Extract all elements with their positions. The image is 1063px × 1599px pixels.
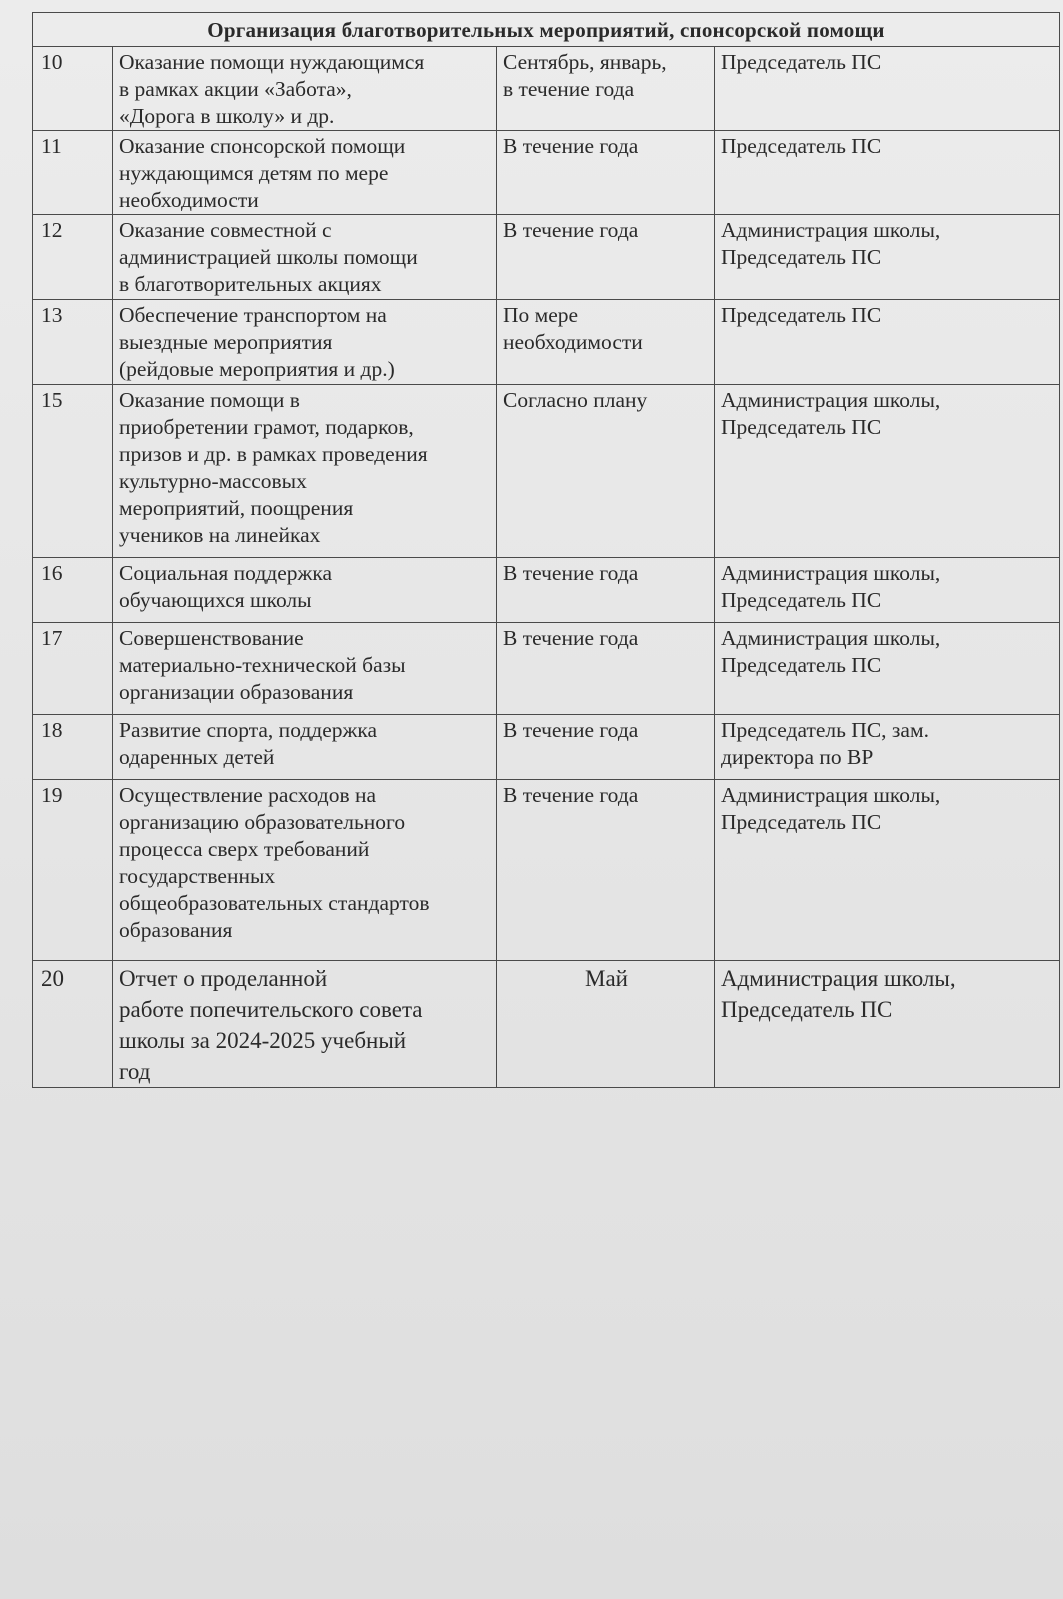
- event-text: Оказание помощи нуждающимся в рамках акции «Забота», «Дорога в школу» и др.: [119, 50, 425, 128]
- event-cell: [113, 385, 497, 558]
- responsible-text: Администрация школы, Председатель ПС: [721, 218, 941, 269]
- row-number: 10: [33, 47, 113, 131]
- row-number: 19: [33, 780, 113, 961]
- responsible-cell: [715, 623, 1060, 715]
- period-cell: [497, 623, 715, 715]
- period-cell: [497, 780, 715, 961]
- table-row: [33, 780, 1060, 961]
- responsible-text: Председатель ПС: [721, 134, 882, 158]
- responsible-cell: [715, 558, 1060, 623]
- period-cell: [497, 715, 715, 780]
- period-text: По мере необходимости: [503, 303, 643, 354]
- responsible-cell: [715, 131, 1060, 215]
- event-text: Обеспечение транспортом на выездные мероприятия (рейдовые мероприятия и др.): [119, 303, 395, 381]
- row-number: 15: [33, 385, 113, 558]
- event-text: Оказание помощи в приобретении грамот, подарков, призов и др. в рамках проведения культурно-массовых мероприятий, поощрения учеников на линейках: [119, 388, 428, 547]
- period-cell: [497, 215, 715, 300]
- event-text: Социальная поддержка обучающихся школы: [119, 561, 333, 612]
- responsible-text: Председатель ПС: [721, 303, 882, 327]
- responsible-cell: [715, 961, 1060, 1088]
- event-cell: [113, 623, 497, 715]
- event-text: Оказание совместной с администрацией школы помощи в благотворительных акциях: [119, 218, 418, 296]
- responsible-cell: [715, 715, 1060, 780]
- event-cell: [113, 47, 497, 131]
- table-row: [33, 558, 1060, 623]
- period-cell: [497, 558, 715, 623]
- responsible-cell: [715, 385, 1060, 558]
- period-cell: [497, 47, 715, 131]
- table-row: [33, 715, 1060, 780]
- period-text: Согласно плану: [503, 388, 648, 412]
- event-text: Развитие спорта, поддержка одаренных детей: [119, 718, 378, 769]
- period-text: В течение года: [503, 783, 639, 807]
- section-header-row: [33, 13, 1060, 47]
- event-cell: [113, 961, 497, 1088]
- event-text: Совершенствование материально-технической базы организации образования: [119, 626, 406, 704]
- responsible-text: Администрация школы, Председатель ПС: [721, 388, 941, 439]
- responsible-cell: [715, 47, 1060, 131]
- period-text: В течение года: [503, 134, 639, 158]
- event-cell: [113, 215, 497, 300]
- responsible-cell: [715, 300, 1060, 385]
- row-number: 13: [33, 300, 113, 385]
- period-cell: [497, 131, 715, 215]
- plan-table: [32, 12, 1060, 1088]
- section-title: Организация благотворительных мероприятий, спонсорской помощи: [33, 13, 1060, 47]
- responsible-text: Администрация школы, Председатель ПС: [721, 561, 941, 612]
- event-cell: [113, 780, 497, 961]
- period-text: В течение года: [503, 218, 639, 242]
- table-row: [33, 623, 1060, 715]
- event-cell: [113, 558, 497, 623]
- table-row: [33, 300, 1060, 385]
- table-row: [33, 961, 1060, 1088]
- responsible-cell: [715, 780, 1060, 961]
- period-text: Май: [585, 966, 628, 991]
- responsible-text: Председатель ПС, зам. директора по ВР: [721, 718, 929, 769]
- event-text: Осуществление расходов на организацию образовательного процесса сверх требований государственных общеобразовательных стандартов образования: [119, 783, 430, 942]
- event-cell: [113, 300, 497, 385]
- period-text: В течение года: [503, 718, 639, 742]
- row-number: 16: [33, 558, 113, 623]
- table-row: [33, 47, 1060, 131]
- event-text: Отчет о проделанной работе попечительского совета школы за 2024-2025 учебный год: [119, 966, 423, 1084]
- responsible-text: Администрация школы, Председатель ПС: [721, 783, 941, 834]
- responsible-text: Администрация школы, Председатель ПС: [721, 626, 941, 677]
- event-text: Оказание спонсорской помощи нуждающимся детям по мере необходимости: [119, 134, 406, 212]
- responsible-cell: [715, 215, 1060, 300]
- table-row: [33, 215, 1060, 300]
- table-row: [33, 131, 1060, 215]
- row-number: 11: [33, 131, 113, 215]
- period-text: Сентябрь, январь, в течение года: [503, 50, 667, 101]
- table-row: [33, 385, 1060, 558]
- period-text: В течение года: [503, 561, 639, 585]
- period-text: В течение года: [503, 626, 639, 650]
- event-cell: [113, 715, 497, 780]
- responsible-text: Председатель ПС: [721, 50, 882, 74]
- period-cell: [497, 300, 715, 385]
- period-cell: [497, 961, 715, 1088]
- row-number: 12: [33, 215, 113, 300]
- event-cell: [113, 131, 497, 215]
- row-number: 18: [33, 715, 113, 780]
- period-cell: [497, 385, 715, 558]
- row-number: 20: [33, 961, 113, 1088]
- row-number: 17: [33, 623, 113, 715]
- responsible-text: Администрация школы, Председатель ПС: [721, 966, 956, 1022]
